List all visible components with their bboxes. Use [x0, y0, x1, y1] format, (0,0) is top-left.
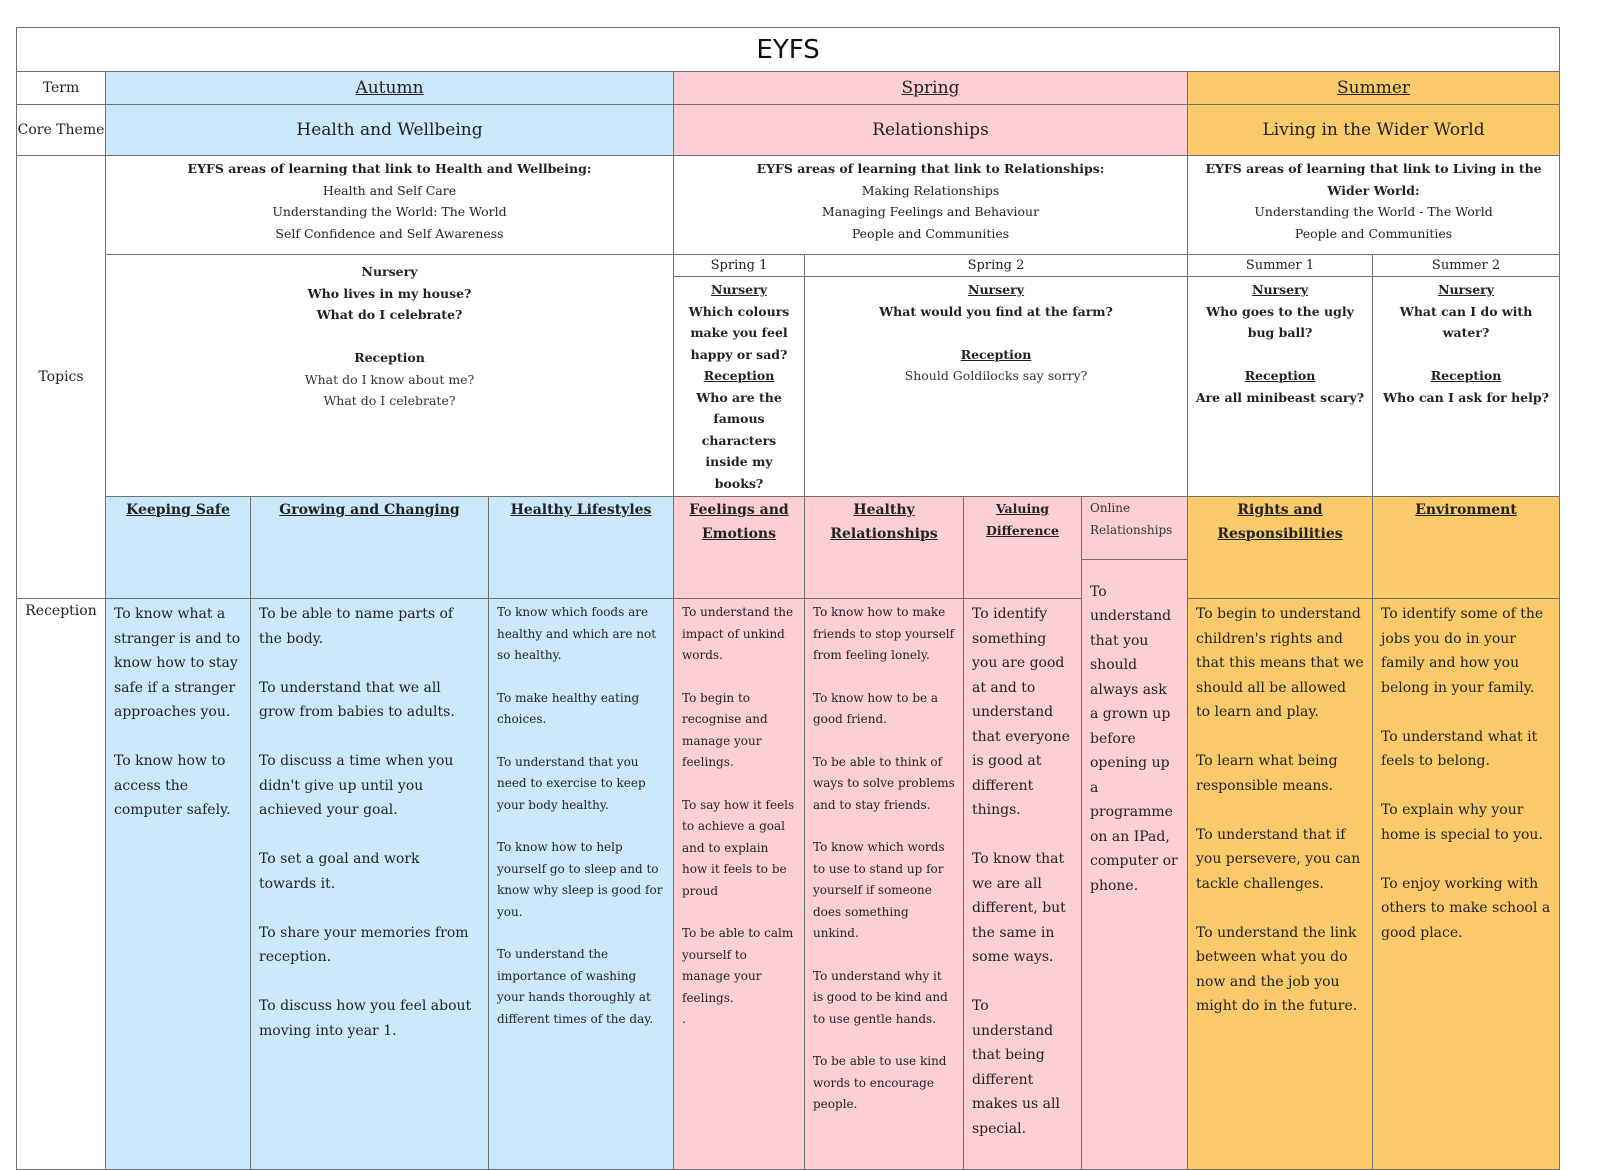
objective: To understand what it feels to belong. [1381, 728, 1538, 769]
topic-question: What can I do with water? [1399, 303, 1533, 340]
objectives-valuing-difference [964, 599, 1082, 1170]
nursery-label: Nursery [1438, 282, 1495, 297]
objective: To begin to recognise and manage your feelings. [682, 690, 768, 769]
areas-heading: EYFS areas of learning that link to Relationships: [756, 161, 1105, 176]
objective: To identify some of the jobs you do in your family and how you belong in your family. [1381, 606, 1544, 696]
objective: To be able to calm yourself to manage your feelings. [682, 926, 794, 1005]
theme-keeping-safe: Keeping Safe [106, 497, 251, 599]
objective: To learn what being responsible means. [1196, 753, 1338, 794]
subterm-spring2: Spring 2 [805, 255, 1188, 277]
objective: To know how to help yourself go to sleep and to know why sleep is good for you. [497, 840, 663, 919]
term-summer: Summer [1188, 72, 1560, 105]
topic-question: What do I celebrate? [316, 307, 463, 322]
online-relationships-label: Online Relationships [1090, 501, 1173, 537]
term-spring: Spring [674, 72, 1188, 105]
topic-spring2 [805, 277, 1188, 497]
objective: To be able to think of ways to solve problems and to stay friends. [813, 754, 955, 812]
topic-question: Should Goldilocks say sorry? [904, 368, 1088, 383]
topic-autumn [106, 255, 674, 497]
objectives-rights-and-responsibilities [1188, 599, 1373, 1170]
topic-question: Who lives in my house? [307, 285, 472, 301]
objective: To be able to use kind words to encourage people. [813, 1054, 947, 1111]
theme-healthy-relationships: Healthy Relationships [805, 497, 964, 599]
objective: To know which foods are healthy and which are not so healthy. [497, 605, 657, 662]
areas-summer [1188, 156, 1560, 255]
term-autumn: Autumn [106, 72, 674, 105]
objective: To make healthy eating choices. [497, 690, 640, 726]
objectives-online-relationships [1082, 583, 1188, 1170]
topic-summer1 [1188, 277, 1373, 497]
topic-question: What do I celebrate? [323, 393, 456, 408]
topic-question: What do I know about me? [304, 371, 475, 387]
objective: To understand that we all grow from babies to adults. [259, 679, 455, 720]
objective: To share your memories from reception. [259, 924, 469, 965]
objectives-healthy-lifestyles [489, 599, 674, 1170]
theme-growing-and-changing: Growing and Changing [251, 497, 489, 599]
reception-label: Reception [960, 346, 1032, 362]
objective: To enjoy working with others to make school a good place. [1381, 875, 1551, 941]
topic-question: Who can I ask for help? [1383, 389, 1549, 405]
objective: To know that we are all different, but the same in some ways. [972, 851, 1066, 965]
page-title: EYFS [17, 28, 1560, 72]
subterm-summer2: Summer 2 [1373, 255, 1560, 277]
core-theme-spring: Relationships [674, 105, 1188, 156]
objective: To know how to be a good friend. [813, 690, 939, 726]
reception-row-label: Reception [17, 599, 106, 1170]
topic-question: Who goes to the ugly bug ball? [1206, 303, 1354, 340]
areas-spring [674, 156, 1188, 255]
area-item: Understanding the World - The World [1254, 204, 1493, 219]
nursery-label: Nursery [1252, 282, 1308, 297]
topic-spring1 [674, 277, 805, 497]
subterm-spring1: Spring 1 [674, 255, 805, 277]
area-item: Self Confidence and Self Awareness [275, 225, 504, 241]
objective: To understand the importance of washing your hands thoroughly at different times of the day. [497, 947, 654, 1026]
areas-heading: EYFS areas of learning that link to Health and Wellbeing: [187, 161, 592, 176]
area-item: People and Communities [851, 225, 1010, 241]
objective: To say how it feels to achieve a goal and to explain how it feels to be proud [682, 797, 795, 898]
area-item: Health and Self Care [322, 182, 457, 198]
area-item: Understanding the World: The World [272, 204, 507, 219]
reception-label: Reception [703, 368, 775, 383]
theme-healthy-lifestyles: Healthy Lifestyles [489, 497, 674, 599]
subterm-summer1: Summer 1 [1188, 255, 1373, 277]
objectives-environment [1373, 599, 1560, 1170]
objective: To understand that being different makes us all special. [972, 998, 1060, 1137]
area-item: Making Relationships [861, 182, 1000, 198]
objective: To identify something you are good at and to understand that everyone is good at different things. [972, 606, 1070, 818]
core-theme-autumn: Health and Wellbeing [106, 105, 674, 156]
term-label: Term [17, 72, 106, 105]
reception-label: Reception [354, 350, 425, 365]
topic-question: Are all minibeast scary? [1195, 389, 1365, 405]
objective: To understand that if you persevere, you can tackle challenges. [1196, 826, 1361, 892]
areas-heading: EYFS areas of learning that link to Living in the Wider World: [1205, 161, 1542, 198]
nursery-label: Nursery [361, 264, 418, 279]
objective: . [682, 1012, 686, 1026]
objective: To understand that you should always ask a grown up before opening up a programme on an IPad, computer or phone. [1090, 583, 1178, 894]
core-theme-label: Core Theme [17, 105, 106, 156]
objective: To explain why your home is special to you. [1381, 802, 1543, 843]
theme-environment: Environment [1373, 497, 1560, 599]
objectives-growing-and-changing [251, 599, 489, 1170]
objective: To discuss how you feel about moving into year 1. [259, 998, 472, 1039]
objective: To understand the link between what you do now and the job you might do in the future. [1196, 924, 1358, 1014]
reception-label: Reception [1430, 368, 1502, 383]
theme-feelings-and-emotions: Feelings and Emotions [674, 497, 805, 599]
nursery-label: Nursery [968, 282, 1024, 297]
topic-summer2 [1373, 277, 1560, 497]
objective: To know what a stranger is and to know how to stay safe if a stranger approaches you. [114, 606, 241, 720]
objective: To understand the impact of unkind words. [682, 605, 794, 662]
objectives-feelings-and-emotions [674, 599, 805, 1170]
objectives-keeping-safe [106, 599, 251, 1170]
theme-rights-and-responsibilities: Rights and Responsibilities [1188, 497, 1373, 599]
reception-label: Reception [1244, 368, 1316, 383]
objective: To discuss a time when you didn't give up until you achieved your goal. [259, 753, 454, 818]
eyfs-curriculum-table [16, 27, 1560, 1170]
objective: To begin to understand children's rights and that this means that we should all be allowed to learn and play. [1196, 606, 1364, 720]
objective: To set a goal and work towards it. [259, 851, 420, 892]
objectives-healthy-relationships [805, 599, 964, 1170]
topics-label: Topics [17, 156, 106, 599]
objective: To be able to name parts of the body. [259, 606, 454, 647]
theme-valuing-difference: Valuing Difference [964, 497, 1082, 599]
objective: To understand that you need to exercise to keep your body healthy. [497, 754, 646, 812]
area-item: Managing Feelings and Behaviour [821, 204, 1040, 219]
nursery-label: Nursery [711, 282, 767, 297]
topic-question: Which colours make you feel happy or sad? [688, 303, 790, 362]
topic-question: Who are the famous characters inside my books? [696, 389, 782, 491]
area-item: People and Communities [1294, 225, 1453, 241]
objective: To know which words to use to stand up for yourself if someone does something unkind. [813, 840, 945, 940]
objective: To know how to make friends to stop yourself from feeling lonely. [813, 605, 955, 662]
objective: To know how to access the computer safely. [114, 753, 231, 818]
core-theme-summer: Living in the Wider World [1188, 105, 1560, 156]
objective: To understand why it is good to be kind and to use gentle hands. [813, 968, 948, 1026]
areas-autumn [106, 156, 674, 255]
topic-question: What would you find at the farm? [879, 303, 1113, 319]
